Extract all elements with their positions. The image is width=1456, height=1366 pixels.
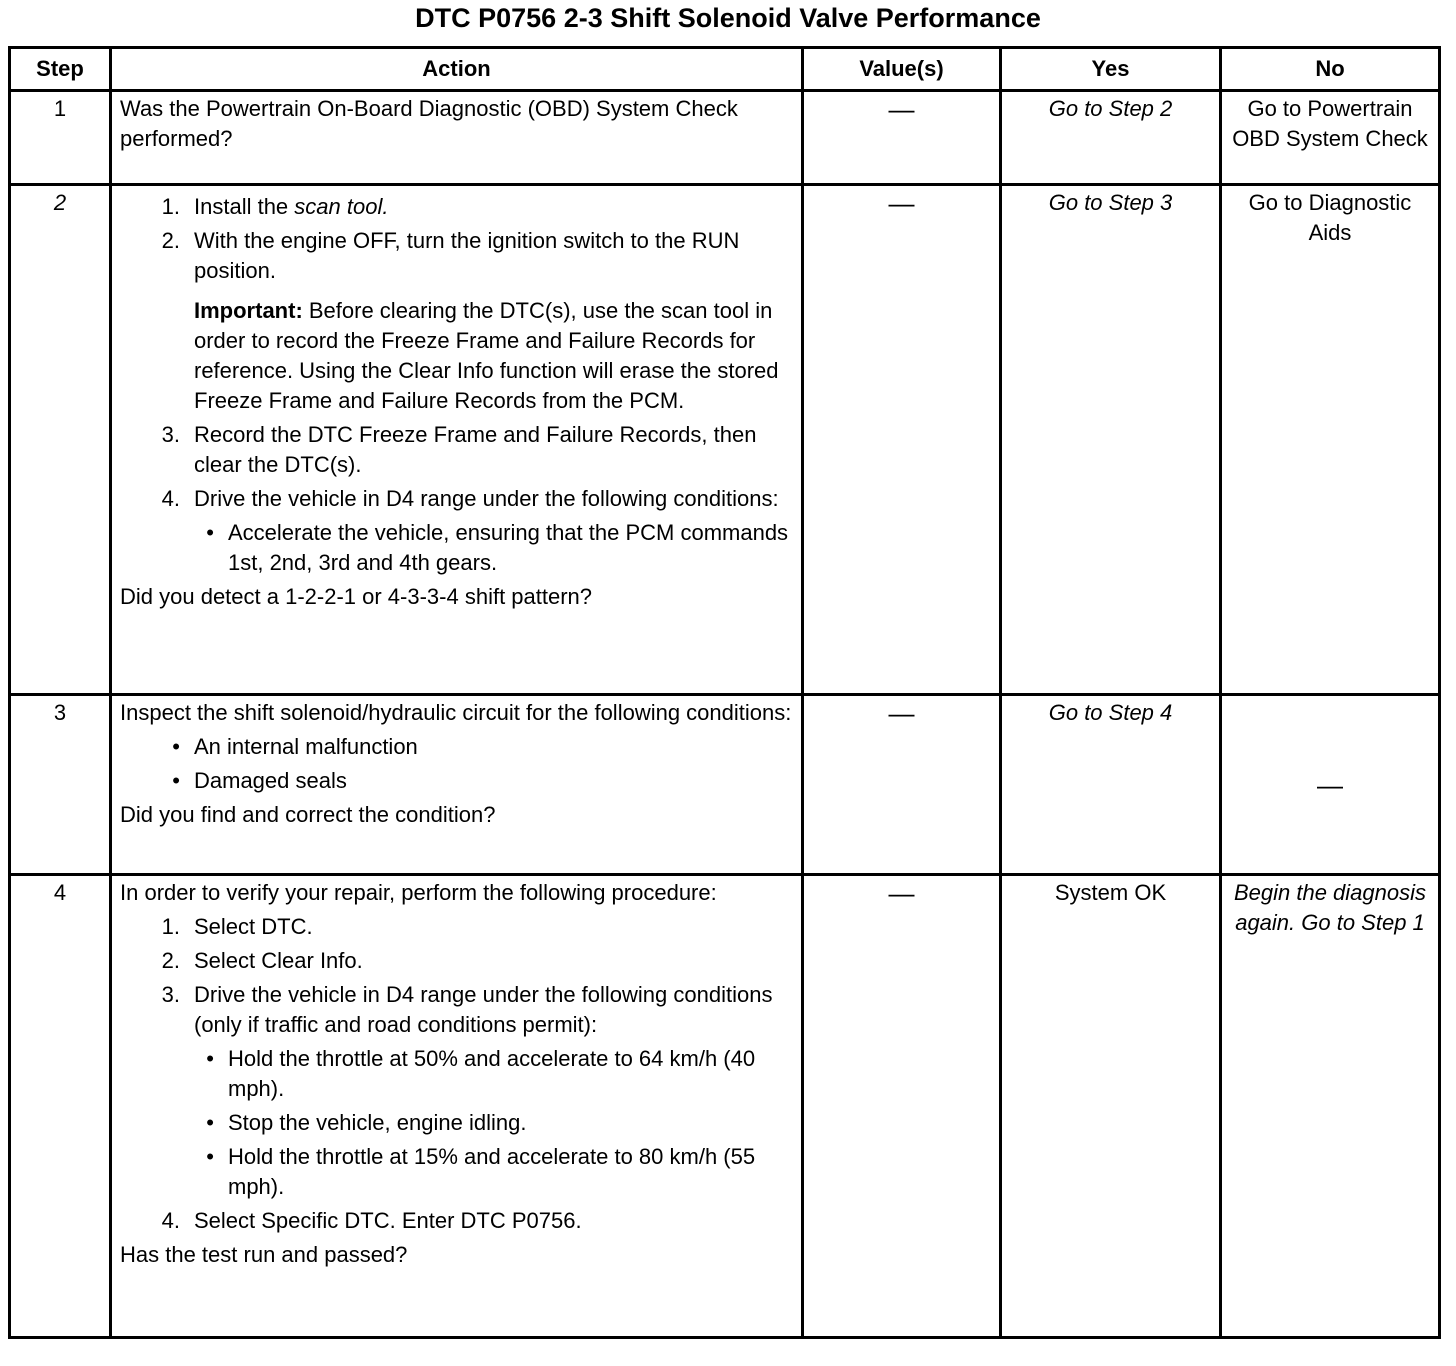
bullet-dot: • xyxy=(172,734,180,759)
list-number: 2. xyxy=(161,948,180,973)
important-text: Before clearing the DTC(s), use the scan tool in order to record the Freeze Frame and Failure Records for reference. Using the Clear Info function will erase the stored Freeze Frame and Failure Records from the PCM. xyxy=(194,298,779,413)
table-row xyxy=(10,185,1440,695)
tool-name: scan tool. xyxy=(294,194,389,219)
bullet-dot: • xyxy=(206,1144,214,1169)
header-row xyxy=(10,48,1440,91)
step-number: 4 xyxy=(10,875,111,1338)
header-yes: Yes xyxy=(1001,48,1221,91)
list-text: Select Specific DTC. Enter DTC P0756. xyxy=(194,1208,582,1233)
bullet-dot: • xyxy=(206,1046,214,1071)
action-cell xyxy=(111,185,803,695)
list-number: 3. xyxy=(161,982,180,1007)
bullet-item xyxy=(120,1108,793,1138)
diagnostic-table xyxy=(8,46,1441,1339)
list-item xyxy=(120,420,793,480)
step-number: 3 xyxy=(10,695,111,875)
bullet-text: Damaged seals xyxy=(194,768,347,793)
list-number: 2. xyxy=(161,228,180,253)
document-title: DTC P0756 2-3 Shift Solenoid Valve Performance xyxy=(415,3,1041,33)
list-text: Drive the vehicle in D4 range under the following conditions (only if traffic and road conditions permit): xyxy=(194,982,773,1037)
list-text: Record the DTC Freeze Frame and Failure Records, then clear the DTC(s). xyxy=(194,422,757,477)
list-number: 4. xyxy=(161,1208,180,1233)
intro-text: Inspect the shift solenoid/hydraulic circuit for the following conditions: xyxy=(120,700,792,725)
yes-cell: Go to Step 4 xyxy=(1001,695,1221,875)
list-item xyxy=(120,912,793,942)
bullet-text: Accelerate the vehicle, ensuring that the PCM commands 1st, 2nd, 3rd and 4th gears. xyxy=(228,520,789,575)
bullet-dot: • xyxy=(172,768,180,793)
bullet-text: Hold the throttle at 50% and accelerate to 64 km/h (40 mph). xyxy=(228,1046,756,1101)
list-text: Select DTC. xyxy=(194,914,313,939)
list-number: 3. xyxy=(161,422,180,447)
header-no: No xyxy=(1221,48,1440,91)
bullet-item xyxy=(120,732,793,762)
no-cell: Go to Diagnostic Aids xyxy=(1221,185,1440,695)
step-number: 1 xyxy=(10,91,111,185)
question-text: Has the test run and passed? xyxy=(120,1242,408,1267)
table-row xyxy=(10,91,1440,185)
question-text: Did you find and correct the condition? xyxy=(120,802,496,827)
list-item xyxy=(120,192,793,222)
question-text: Did you detect a 1-2-2-1 or 4-3-3-4 shift pattern? xyxy=(120,584,593,609)
value-cell: — xyxy=(803,695,1001,875)
value-cell: — xyxy=(803,185,1001,695)
bullet-item xyxy=(120,518,793,578)
value-cell: — xyxy=(803,91,1001,185)
header-action: Action xyxy=(111,48,803,91)
list-item xyxy=(120,1206,793,1236)
list-text: Drive the vehicle in D4 range under the following conditions: xyxy=(194,486,779,511)
list-item xyxy=(120,226,793,286)
yes-cell: System OK xyxy=(1001,875,1221,1338)
step-number: 2 xyxy=(10,185,111,695)
question-text: Was the Powertrain On-Board Diagnostic (OBD) System Check performed? xyxy=(120,96,738,151)
list-number: 4. xyxy=(161,486,180,511)
list-text: With the engine OFF, turn the ignition switch to the RUN position. xyxy=(194,228,740,283)
header-step: Step xyxy=(10,48,111,91)
intro-text: In order to verify your repair, perform the following procedure: xyxy=(120,880,717,905)
list-item xyxy=(120,980,793,1040)
bullet-item xyxy=(120,1142,793,1202)
no-cell: — xyxy=(1221,695,1440,875)
table-row xyxy=(10,875,1440,1338)
value-cell: — xyxy=(803,875,1001,1338)
list-text: Select Clear Info. xyxy=(194,948,363,973)
yes-cell: Go to Step 3 xyxy=(1001,185,1221,695)
no-cell: Begin the diagnosis again. Go to Step 1 xyxy=(1221,875,1440,1338)
header-values: Value(s) xyxy=(803,48,1001,91)
list-number: 1. xyxy=(161,194,180,219)
important-label: Important: xyxy=(194,298,303,323)
no-cell: Go to Powertrain OBD System Check xyxy=(1221,91,1440,185)
yes-cell: Go to Step 2 xyxy=(1001,91,1221,185)
table-row xyxy=(10,695,1440,875)
bullet-text: Stop the vehicle, engine idling. xyxy=(228,1110,527,1135)
bullet-text: An internal malfunction xyxy=(194,734,418,759)
bullet-text: Hold the throttle at 15% and accelerate to 80 km/h (55 mph). xyxy=(228,1144,756,1199)
list-item xyxy=(120,484,793,514)
bullet-dot: • xyxy=(206,520,214,545)
list-number: 1. xyxy=(161,914,180,939)
action-cell xyxy=(111,875,803,1338)
action-cell xyxy=(111,91,803,185)
bullet-item xyxy=(120,1044,793,1104)
bullet-item xyxy=(120,766,793,796)
action-cell xyxy=(111,695,803,875)
bullet-dot: • xyxy=(206,1110,214,1135)
list-text: Install the xyxy=(194,194,295,219)
list-item xyxy=(120,946,793,976)
important-note xyxy=(194,296,793,416)
